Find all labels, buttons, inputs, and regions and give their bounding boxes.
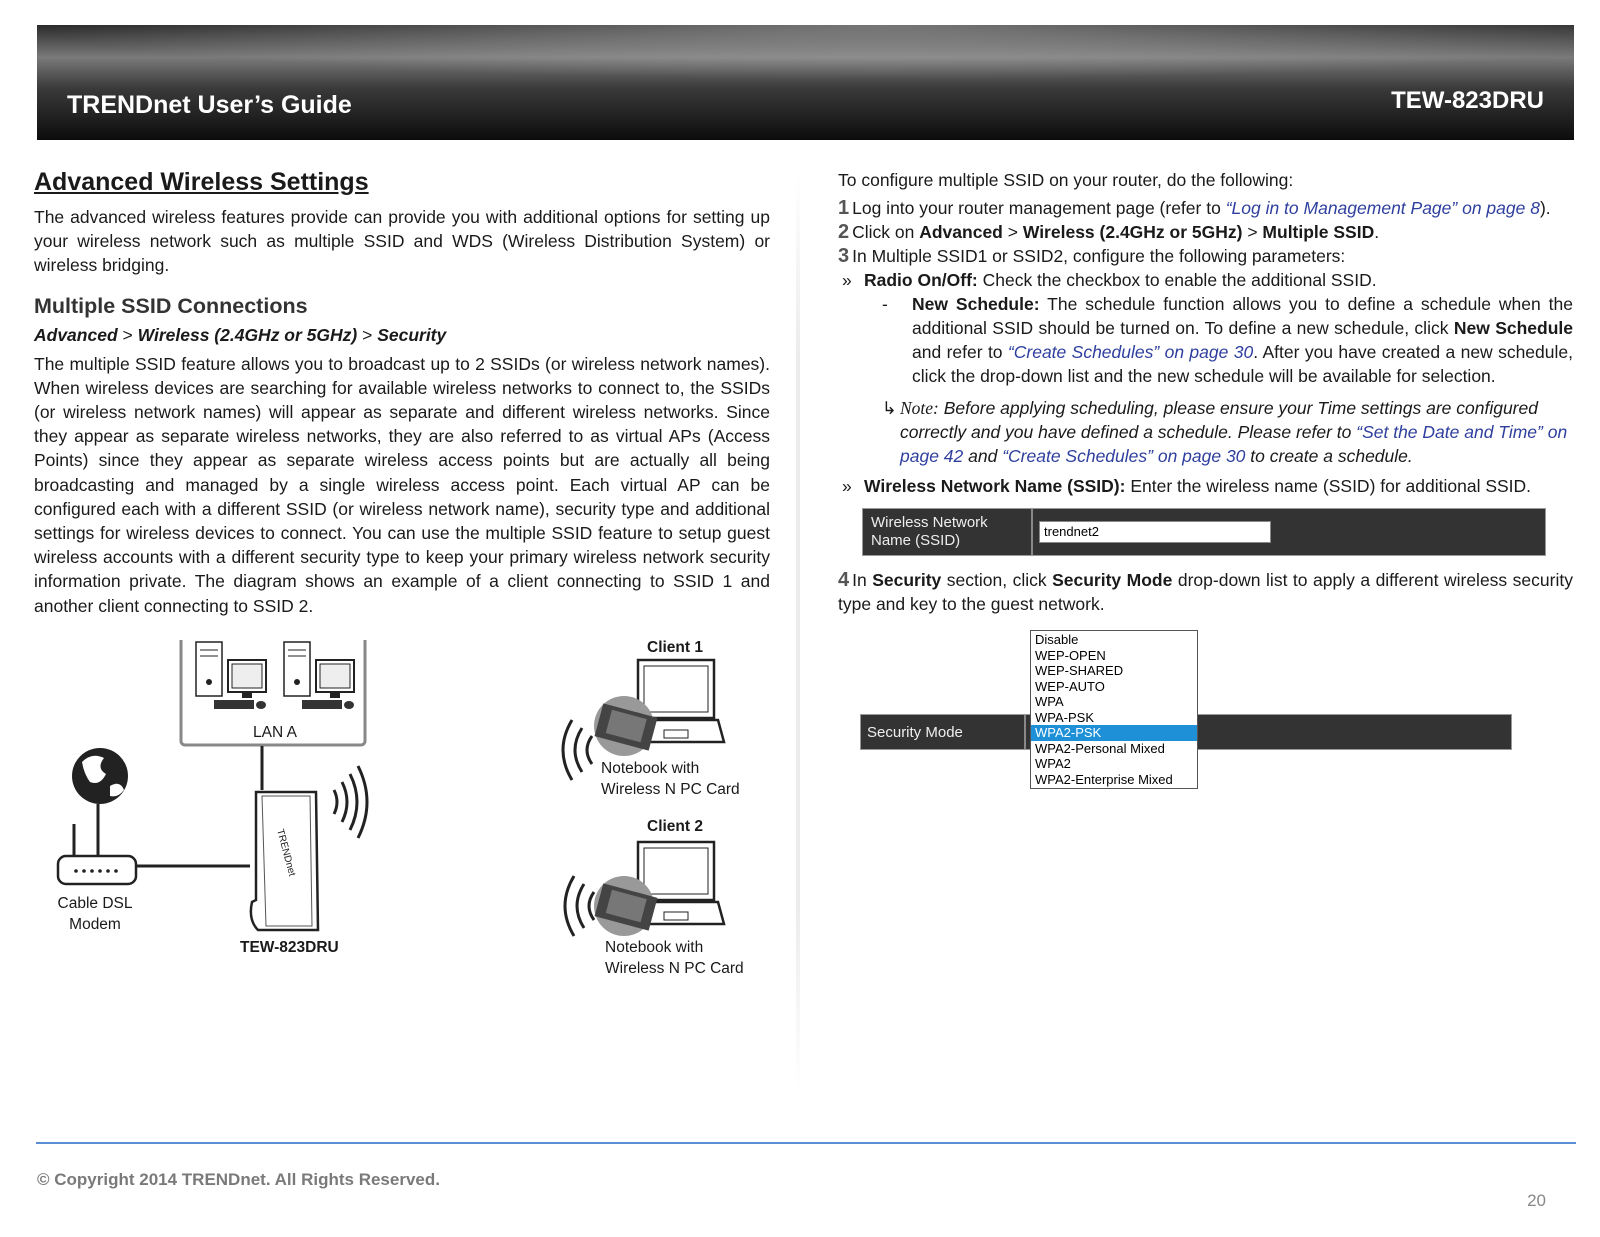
router-label: TEW-823DRU	[240, 939, 339, 956]
security-mode-option[interactable]: WEP-AUTO	[1035, 678, 1105, 694]
intro-paragraph: The advanced wireless features provide can provide you with additional options for setting up your wireless network such as multiple SSID and WDS (Wireless Distribution System) or wireless bridging.	[34, 207, 770, 276]
modem-label-line1: Cable DSL	[57, 895, 133, 912]
step-1: 1 Log into your router management page (refer to “Log in to Management Page” on page 8).	[838, 197, 1551, 219]
security-mode-label: Security Mode	[861, 715, 1026, 749]
globe-icon	[72, 748, 128, 804]
wifi-waves-icon	[334, 766, 367, 838]
client2-label: Client 2	[647, 818, 703, 835]
step-3: 3 In Multiple SSID1 or SSID2, configure the following parameters:	[838, 245, 1346, 267]
page-number: 20	[1527, 1191, 1546, 1210]
modem-label-line2: Modem	[69, 916, 121, 933]
notebook1-label-line1: Notebook with	[601, 760, 700, 777]
left-column	[34, 168, 770, 618]
notebook1-label-line2: Wireless N PC Card	[601, 781, 740, 798]
notebook2-label-line2: Wireless N PC Card	[605, 960, 744, 977]
schedule-note: ↳ Note: Before applying scheduling, please ensure your Time settings are configured correctly and you have defined a schedule. Please refer to “Set the Date and Time” on page 42 and “Create Schedules” on page 30 to create a schedule.	[882, 398, 1568, 466]
security-mode-option[interactable]: WPA-PSK	[1035, 709, 1094, 725]
security-mode-option[interactable]: Disable	[1035, 632, 1079, 647]
network-diagram	[34, 640, 770, 1010]
security-mode-screenshot	[838, 630, 1573, 790]
subsection-heading: Multiple SSID Connections	[34, 293, 308, 318]
router-icon	[251, 792, 318, 930]
notebook2-label-line1: Notebook with	[605, 939, 704, 956]
security-mode-option[interactable]: WPA2-Personal Mixed	[1035, 740, 1165, 756]
column-divider	[796, 170, 800, 1090]
navigation-path: Advanced > Wireless (2.4GHz or 5GHz) > Security	[34, 324, 447, 345]
copyright: © Copyright 2014 TRENDnet. All Rights Reserved.	[37, 1170, 440, 1189]
ssid-input[interactable]: trendnet2	[1039, 521, 1271, 543]
security-mode-option[interactable]: WEP-OPEN	[1035, 647, 1106, 663]
note-arrow-icon: ↳	[882, 398, 897, 418]
steps-intro: To configure multiple SSID on your router, do the following:	[838, 170, 1294, 190]
svg-text:TRENDnet: TRENDnet	[274, 827, 298, 878]
model-name: TEW-823DRU	[1391, 87, 1544, 114]
right-column	[838, 168, 1573, 790]
modem-icon	[58, 804, 136, 884]
schedule-item: - New Schedule: The schedule function allows you to define a schedule when the additional SSID should be turned on. To define a new schedule, click New Schedule and refer to “Create Schedules” on page 30. After you have created a new schedule, click the drop-down list and the new schedule will be available for selection.	[882, 294, 1573, 386]
ssid-field-label: Wireless Network Name (SSID)	[863, 509, 1033, 555]
security-mode-option[interactable]: WPA2	[1035, 756, 1071, 771]
security-mode-option[interactable]: WPA2-PSK	[1031, 725, 1197, 741]
guide-title: TRENDnet User’s Guide	[67, 91, 352, 119]
step-4: 4 In Security section, click Security Mode drop-down list to apply a different wireless security type and key to the guest network.	[838, 569, 1573, 614]
wifi-waves-icon	[565, 876, 594, 936]
security-mode-option[interactable]: WPA	[1035, 694, 1064, 709]
body-paragraph: The multiple SSID feature allows you to broadcast up to 2 SSIDs (or wireless network names). When wireless devices are searching for available wireless networks to connect to, the SSIDs (or wireless network names) will appear as separate and different wireless networks. Since they appear as separate wireless networks, they are also referred to as virtual APs (Access Points) since they appear as separate wireless access points but are actually all being broadcasting and managed by a single wireless access point. Each virtual AP can be configured each with a different SSID (or wireless network name), security type and additional settings for wireless devices to connect. You can use the multiple SSID feature to setup guest wireless accounts with a different security type to keep your primary wireless network security information private. The diagram shows an example of a client connecting to SSID 1 and another client connecting to SSID 2.	[34, 353, 770, 616]
footer-rule	[36, 1142, 1576, 1144]
client1-label: Client 1	[647, 639, 703, 656]
lan-label: LAN A	[253, 724, 297, 741]
security-mode-option[interactable]: WEP-SHARED	[1035, 663, 1124, 678]
link-create-schedules[interactable]: “Create Schedules” on page 30	[1007, 342, 1254, 362]
link-set-date-time[interactable]: “Set the Date and Time” on page 42	[900, 422, 1568, 466]
page-header	[37, 25, 1574, 140]
security-mode-option[interactable]: WPA2-Enterprise Mixed	[1035, 771, 1173, 787]
security-mode-dropdown[interactable]	[1030, 630, 1198, 789]
ssid-bullet: » Wireless Network Name (SSID): Enter the wireless name (SSID) for additional SSID.	[842, 476, 1532, 496]
wifi-waves-icon	[563, 720, 592, 780]
step-2: 2 Click on Advanced > Wireless (2.4GHz or 5GHz) > Multiple SSID.	[838, 221, 1380, 243]
section-heading: Advanced Wireless Settings	[34, 168, 369, 196]
link-login-page[interactable]: “Log in to Management Page” on page 8	[1225, 198, 1540, 218]
radio-bullet: » Radio On/Off: Check the checkbox to enable the additional SSID.	[842, 270, 1377, 290]
link-create-schedules-note[interactable]: “Create Schedules” on page 30	[1002, 446, 1246, 466]
ssid-screenshot	[862, 508, 1546, 556]
